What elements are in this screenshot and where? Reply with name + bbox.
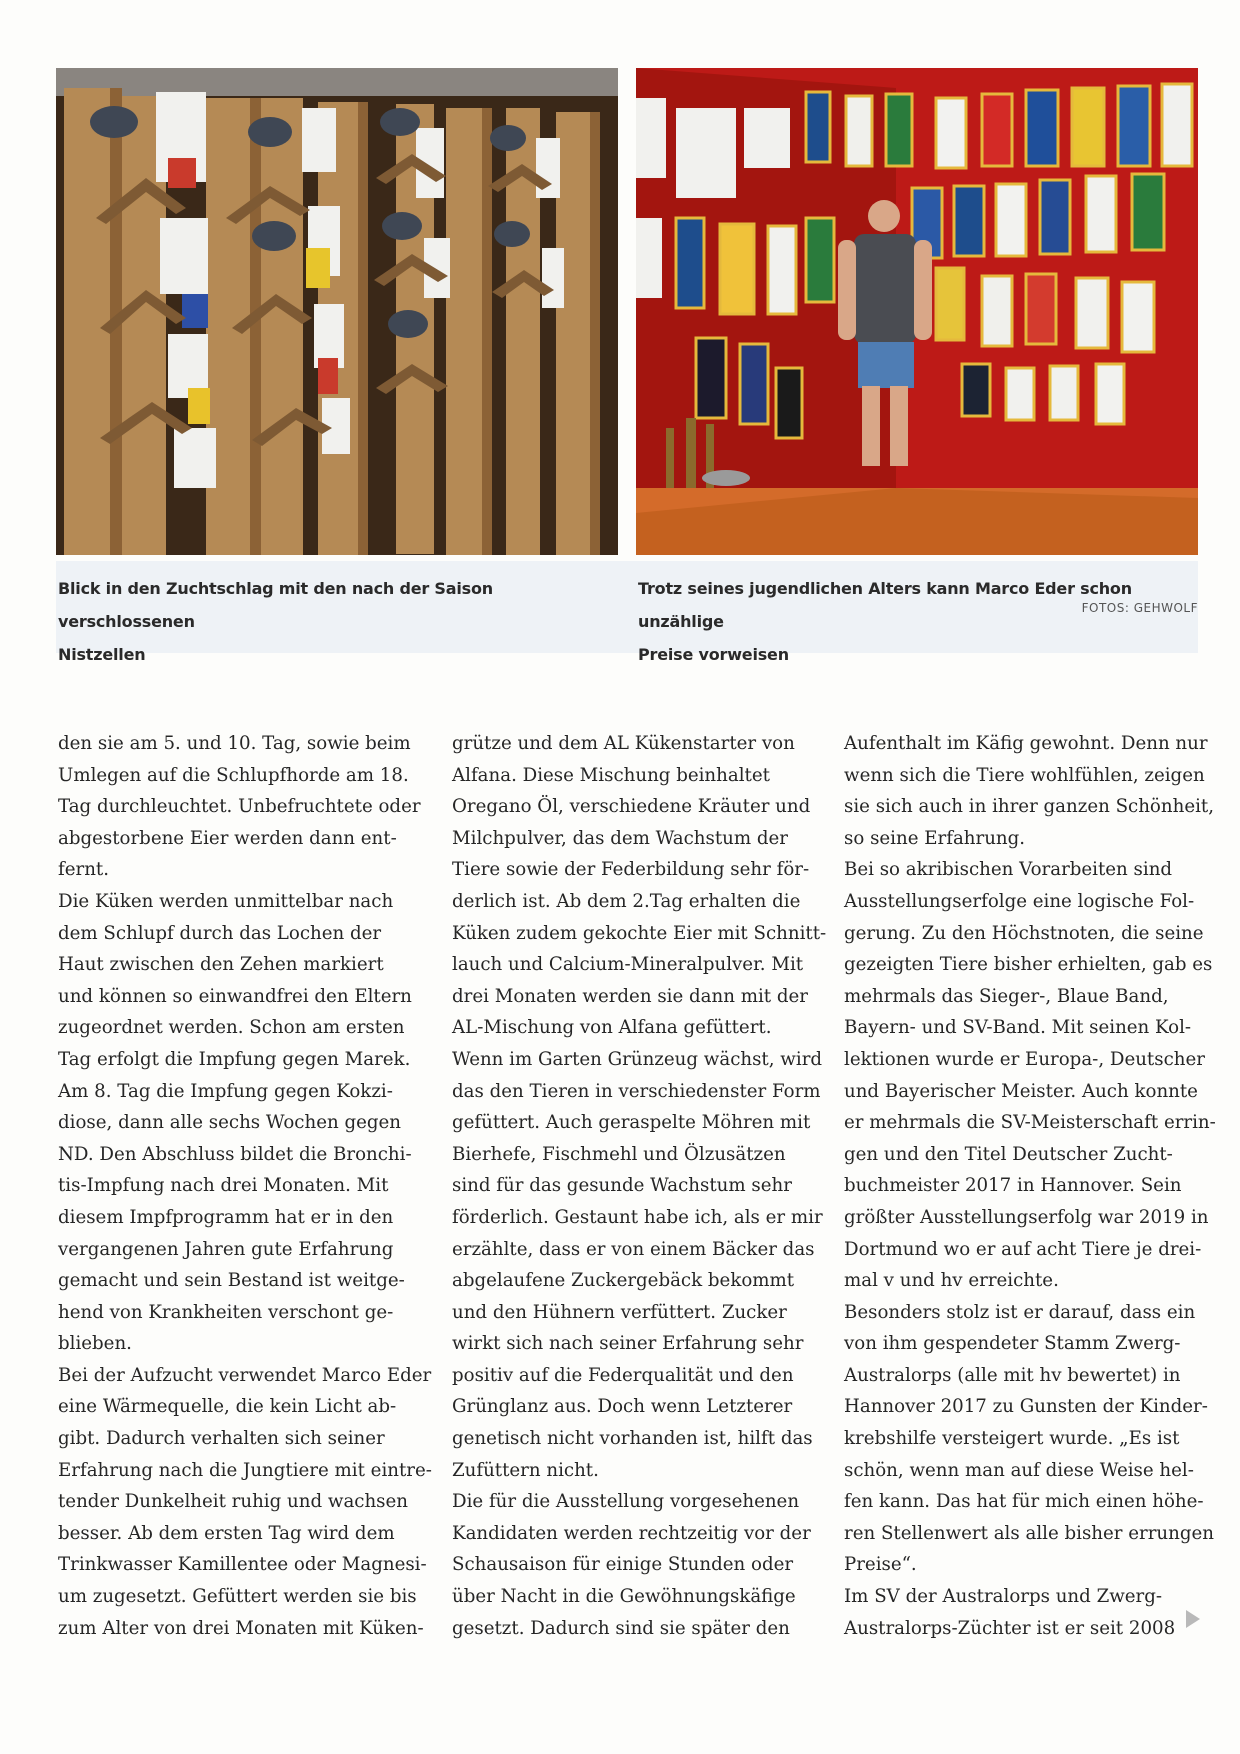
text-line: Umlegen auf die Schlupfhorde am 18. — [58, 764, 409, 786]
text-line: buchmeister 2017 in Hannover. Sein — [844, 1175, 1182, 1197]
text-line: Kandidaten werden rechtzeitig vor der — [452, 1522, 811, 1544]
text-line: Bei so akribischen Vorarbeiten sind — [844, 859, 1173, 881]
text-line: Schausaison für einige Stunden oder — [452, 1554, 794, 1576]
text-line: lauch und Calcium-Mineralpulver. Mit — [452, 954, 804, 976]
text-line: den sie am 5. und 10. Tag, sowie beim — [58, 733, 411, 754]
text-line: dem Schlupf durch das Lochen der — [58, 922, 382, 944]
caption-trophy-room — [638, 572, 1198, 671]
text-line: von ihm gespendeter Stamm Zwerg- — [844, 1333, 1181, 1355]
text-column-3 — [844, 728, 1214, 1644]
text-line: Ausstellungserfolge eine logische Fol- — [844, 890, 1195, 912]
text-line: Milchpulver, das dem Wachstum der — [452, 827, 788, 849]
text-line: Grünglanz aus. Doch wenn Letzterer — [452, 1396, 793, 1418]
text-line: abgelaufene Zuckergebäck bekommt — [452, 1270, 795, 1292]
text-line: Hannover 2017 zu Gunsten der Kinder- — [844, 1396, 1208, 1418]
text-line: Besonders stolz ist er darauf, dass ein — [844, 1301, 1196, 1323]
caption-line: Trotz seines jugendlichen Alters kann Marco Eder schon unzählige — [638, 579, 1132, 631]
photo-trophy-room — [636, 68, 1198, 555]
text-line: drei Monaten werden sie dann mit der — [452, 985, 808, 1007]
caption-line: Nistzellen — [58, 645, 146, 664]
photo-credit: FOTOS: GEHWOLF — [1081, 601, 1198, 615]
text-line: größter Ausstellungserfolg war 2019 in — [844, 1206, 1209, 1228]
caption-line: Preise vorweisen — [638, 645, 789, 664]
text-line: grütze und dem AL Kükenstarter von — [452, 733, 795, 754]
text-line: besser. Ab dem ersten Tag wird dem — [58, 1522, 395, 1544]
text-line: Küken zudem gekochte Eier mit Schnitt- — [452, 922, 827, 944]
text-line: Die für die Ausstellung vorgesehenen — [452, 1491, 800, 1513]
text-line: Oregano Öl, verschiedene Kräuter und — [452, 796, 811, 818]
text-line: AL-Mischung von Alfana gefüttert. — [452, 1017, 772, 1039]
caption-line: Blick in den Zuchtschlag mit den nach der Saison verschlossenen — [58, 579, 493, 631]
text-line: sind für das gesunde Wachstum sehr — [452, 1175, 792, 1197]
text-line: ND. Den Abschluss bildet die Bronchi- — [58, 1143, 412, 1165]
text-line: und können so einwandfrei den Eltern — [58, 985, 412, 1007]
text-line: gen und den Titel Deutscher Zucht- — [844, 1143, 1173, 1165]
text-line: Tiere sowie der Federbildung sehr för- — [452, 859, 810, 881]
text-line: Wenn im Garten Grünzeug wächst, wird — [452, 1048, 823, 1070]
text-line: Trinkwasser Kamillentee oder Magnesi- — [58, 1554, 427, 1576]
text-line: Im SV der Australorps und Zwerg- — [844, 1586, 1163, 1608]
text-line: Australorps-Züchter ist er seit 2008 — [844, 1617, 1176, 1639]
text-line: Bayern- und SV-Band. Mit seinen Kol- — [844, 1017, 1192, 1039]
text-line: das den Tieren in verschiedenster Form — [452, 1080, 821, 1102]
text-line: vergangenen Jahren gute Erfahrung — [58, 1238, 394, 1260]
text-line: gefüttert. Auch geraspelte Möhren mit — [452, 1112, 811, 1134]
text-line: lektionen wurde er Europa-, Deutscher — [844, 1048, 1205, 1070]
text-line: sie sich auch in ihrer ganzen Schönheit, — [844, 796, 1214, 818]
text-line: und den Hühnern verfüttert. Zucker — [452, 1301, 787, 1323]
text-line: förderlich. Gestaunt habe ich, als er mir — [452, 1206, 823, 1228]
text-line: Preise“. — [844, 1554, 917, 1576]
text-line: eine Wärmequelle, die kein Licht ab- — [58, 1396, 397, 1418]
trophy-room-image — [636, 68, 1198, 555]
text-line: gesetzt. Dadurch sind sie später den — [452, 1617, 790, 1639]
text-line: schön, wenn man auf diese Weise hel- — [844, 1459, 1194, 1481]
text-column-2 — [452, 728, 827, 1644]
breeding-loft-image — [56, 68, 618, 555]
text-line: tender Dunkelheit ruhig und wachsen — [58, 1491, 408, 1513]
text-line: Alfana. Diese Mischung beinhaltet — [452, 764, 770, 786]
text-line: Bierhefe, Fischmehl und Ölzusätzen — [452, 1143, 786, 1165]
text-line: hend von Krankheiten verschont ge- — [58, 1301, 394, 1323]
text-line: Tag erfolgt die Impfung gegen Marek. — [58, 1048, 411, 1070]
text-line: diesem Impfprogramm hat er in den — [58, 1206, 394, 1228]
text-line: Aufenthalt im Käfig gewohnt. Denn nur — [844, 733, 1208, 754]
text-line: genetisch nicht vorhanden ist, hilft das — [452, 1428, 813, 1450]
text-line: Erfahrung nach die Jungtiere mit eintre- — [58, 1459, 432, 1481]
text-line: Haut zwischen den Zehen markiert — [58, 954, 384, 976]
text-line: abgestorbene Eier werden dann ent- — [58, 827, 397, 849]
text-line: so seine Erfahrung. — [844, 827, 1026, 849]
text-line: Australorps (alle mit hv bewertet) in — [844, 1364, 1181, 1386]
text-line: mehrmals das Sieger-, Blaue Band, — [844, 985, 1169, 1007]
text-line: zum Alter von drei Monaten mit Küken- — [58, 1617, 424, 1639]
text-line: mal v und hv erreichte. — [844, 1270, 1059, 1292]
text-line: fernt. — [58, 859, 109, 881]
text-column-1 — [58, 728, 432, 1644]
text-line: gibt. Dadurch verhalten sich seiner — [58, 1428, 385, 1450]
text-line: fen kann. Das hat für mich einen höhe- — [844, 1491, 1204, 1513]
text-line: über Nacht in die Gewöhnungskäfige — [452, 1586, 796, 1608]
text-line: Die Küken werden unmittelbar nach — [58, 890, 394, 912]
triangle-right-icon — [1186, 1610, 1200, 1628]
text-line: Zufüttern nicht. — [452, 1459, 599, 1481]
text-line: ren Stellenwert als alle bisher errungen — [844, 1522, 1214, 1544]
text-line: gerung. Zu den Höchstnoten, die seine — [844, 922, 1204, 944]
text-line: erzählte, dass er von einem Bäcker das — [452, 1238, 815, 1260]
text-line: Tag durchleuchtet. Unbefruchtete oder — [58, 796, 421, 818]
text-line: gemacht und sein Bestand ist weitge- — [58, 1270, 405, 1292]
text-line: gezeigten Tiere bisher erhielten, gab es — [844, 954, 1213, 976]
text-line: wirkt sich nach seiner Erfahrung sehr — [452, 1333, 804, 1355]
text-line: Dortmund wo er auf acht Tiere je drei- — [844, 1238, 1202, 1260]
photo-breeding-loft — [56, 68, 618, 555]
text-line: blieben. — [58, 1333, 132, 1355]
text-line: um zugesetzt. Gefüttert werden sie bis — [58, 1586, 417, 1608]
caption-breeding-loft — [58, 572, 618, 671]
text-line: positiv auf die Federqualität und den — [452, 1364, 794, 1386]
text-line: er mehrmals die SV-Meisterschaft errin- — [844, 1112, 1216, 1134]
text-line: zugeordnet werden. Schon am ersten — [58, 1017, 405, 1039]
text-line: wenn sich die Tiere wohlfühlen, zeigen — [844, 764, 1205, 786]
text-line: Am 8. Tag die Impfung gegen Kokzi- — [58, 1080, 393, 1102]
text-line: und Bayerischer Meister. Auch konnte — [844, 1080, 1198, 1102]
text-line: derlich ist. Ab dem 2.Tag erhalten die — [452, 890, 801, 912]
text-line: Bei der Aufzucht verwendet Marco Eder — [58, 1364, 432, 1386]
text-line: krebshilfe versteigert wurde. „Es ist — [844, 1428, 1180, 1450]
text-line: tis-Impfung nach drei Monaten. Mit — [58, 1175, 389, 1197]
text-line: diose, dann alle sechs Wochen gegen — [58, 1112, 401, 1134]
